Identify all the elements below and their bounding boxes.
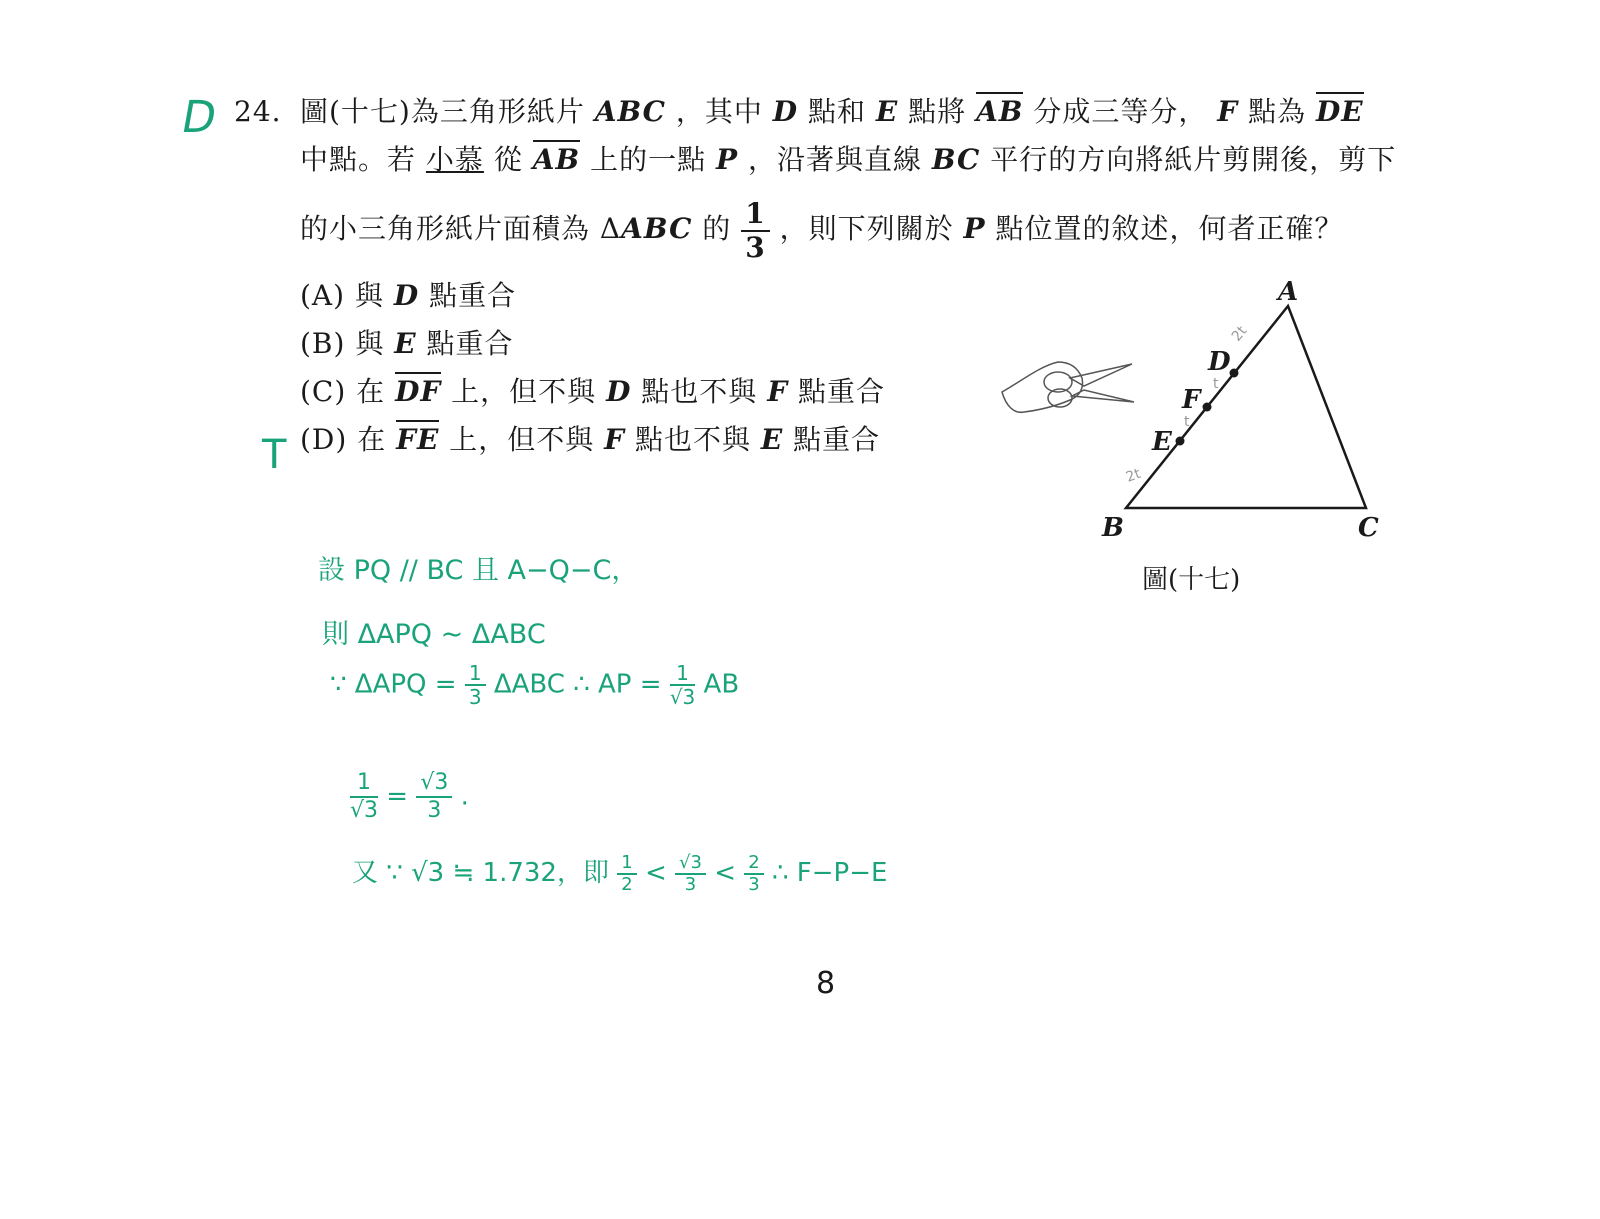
triangle-name: ABC [594,95,666,128]
question-line-1 [300,92,1364,132]
option-d[interactable] [300,420,880,460]
tick-ad: 2t [1228,323,1251,345]
text: AB [703,669,740,700]
numerator: 1 [617,853,636,875]
option-mark: T [262,432,287,478]
point-e: E [875,95,899,128]
triangle-symbol: Δ [599,212,622,245]
solution-line-3 [330,662,739,708]
text: 中點。若 [300,143,417,176]
label-a: A [1278,277,1299,307]
tick-eb: 2t [1123,465,1143,486]
text: 上的一點 [590,143,707,176]
text: 的小三角形紙片面積為 [300,212,591,245]
figure-caption: 圖(十七) [1142,565,1241,595]
text: 的 [702,212,732,245]
fraction [465,662,486,708]
point-f-dot [1203,403,1212,412]
triangle-name: ABC [621,212,693,245]
numerator: 1 [465,662,486,686]
equals: = [386,781,409,812]
point: D [393,279,420,312]
option-label: (D) 在 [300,423,387,456]
text: ，沿著與直線 [747,143,922,176]
denominator: √3 [350,798,379,823]
fraction [744,853,763,895]
denominator: 3 [684,873,697,895]
tick-fe: t [1184,414,1190,430]
solution-line-5 [352,852,887,895]
text: < [714,858,736,888]
option-a[interactable] [300,276,516,316]
text: 圖(十七)為三角形紙片 [300,95,585,128]
scissors-icon [1002,362,1134,412]
fraction [416,770,452,824]
text: 點為 [1248,95,1307,128]
label-e: E [1152,427,1172,457]
label-b: B [1102,513,1124,543]
denominator: 3 [748,873,760,895]
answer-mark: D [177,92,221,143]
option-text: 點也不與 [641,375,758,408]
triangle-figure [1000,270,1420,610]
numerator: 1 [670,662,695,686]
denominator: 3 [745,230,766,264]
point: D [606,375,632,408]
point: E [394,327,417,360]
text: ΔABC ∴ AP = [493,669,662,700]
text: ∵ ΔAPQ = [330,669,457,700]
text: . [460,781,469,812]
denominator: 3 [468,685,482,709]
denominator: 3 [427,798,442,823]
text: < [644,858,667,888]
point-d: D [772,95,799,128]
option-label: (B) 與 [300,327,385,360]
point-p: P [715,143,739,176]
point-d-dot [1230,369,1239,378]
option-label: (A) 與 [300,279,384,312]
segment-de: DE [1316,92,1364,128]
option-label: (C) 在 [300,375,386,408]
fraction [617,853,636,895]
point-e-dot [1176,437,1185,446]
numerator: 1 [350,770,378,798]
numerator: √3 [416,770,452,798]
text: ∴ F−P−E [771,858,888,888]
point: E [760,423,784,456]
option-text: 點重合 [793,423,881,456]
denominator: √3 [669,685,696,709]
text: 分成三等分， [1033,95,1208,128]
label-c: C [1358,513,1379,543]
solution-line-1: 設 PQ // BC 且 A−Q−C， [318,555,639,586]
text: 點和 [807,95,866,128]
label-f: F [1182,385,1201,415]
fraction [675,853,706,895]
tick-df: t [1213,376,1219,392]
solution-line-2: 則 ΔAPQ ∼ ΔABC [322,619,546,650]
point-p: P [963,212,986,245]
label-d: D [1208,347,1231,377]
solution-line-4 [350,770,469,824]
page-number: 8 [816,966,836,1001]
denominator: 2 [621,873,633,895]
option-text: 點重合 [429,279,517,312]
text: 點位置的敘述，何者正確？ [995,212,1344,245]
text: 又 ∵ √3 ≒ 1.732，即 [352,858,609,888]
text: 平行的方向將紙片剪開後，剪下 [990,143,1397,176]
numerator: 1 [741,198,769,232]
text: 點將 [908,95,967,128]
question-line-3 [300,192,1343,266]
segment: FE [396,420,439,456]
option-text: 點也不與 [634,423,751,456]
person-name: 小慕 [425,143,484,176]
segment: DF [395,372,441,408]
point: F [767,375,789,408]
segment-ab: AB [976,92,1023,128]
fraction [670,662,695,708]
text: ，則下列關於 [779,212,954,245]
option-text: 點重合 [798,375,886,408]
option-text: 上，但不與 [449,423,595,456]
option-text: 上，但不與 [451,375,597,408]
question-line-2 [300,140,1396,180]
segment-ab: AB [533,140,580,176]
text: ，其中 [675,95,763,128]
fraction-one-third [741,198,769,264]
point: F [604,423,626,456]
option-c[interactable] [300,372,885,412]
numerator: 2 [744,853,763,875]
point-f: F [1217,95,1239,128]
option-text: 點重合 [426,327,514,360]
question-number: 24. [234,95,282,128]
fraction [350,770,378,824]
line-bc: BC [931,143,981,176]
numerator: √3 [675,853,706,875]
text: 從 [493,143,523,176]
option-b[interactable] [300,324,514,364]
